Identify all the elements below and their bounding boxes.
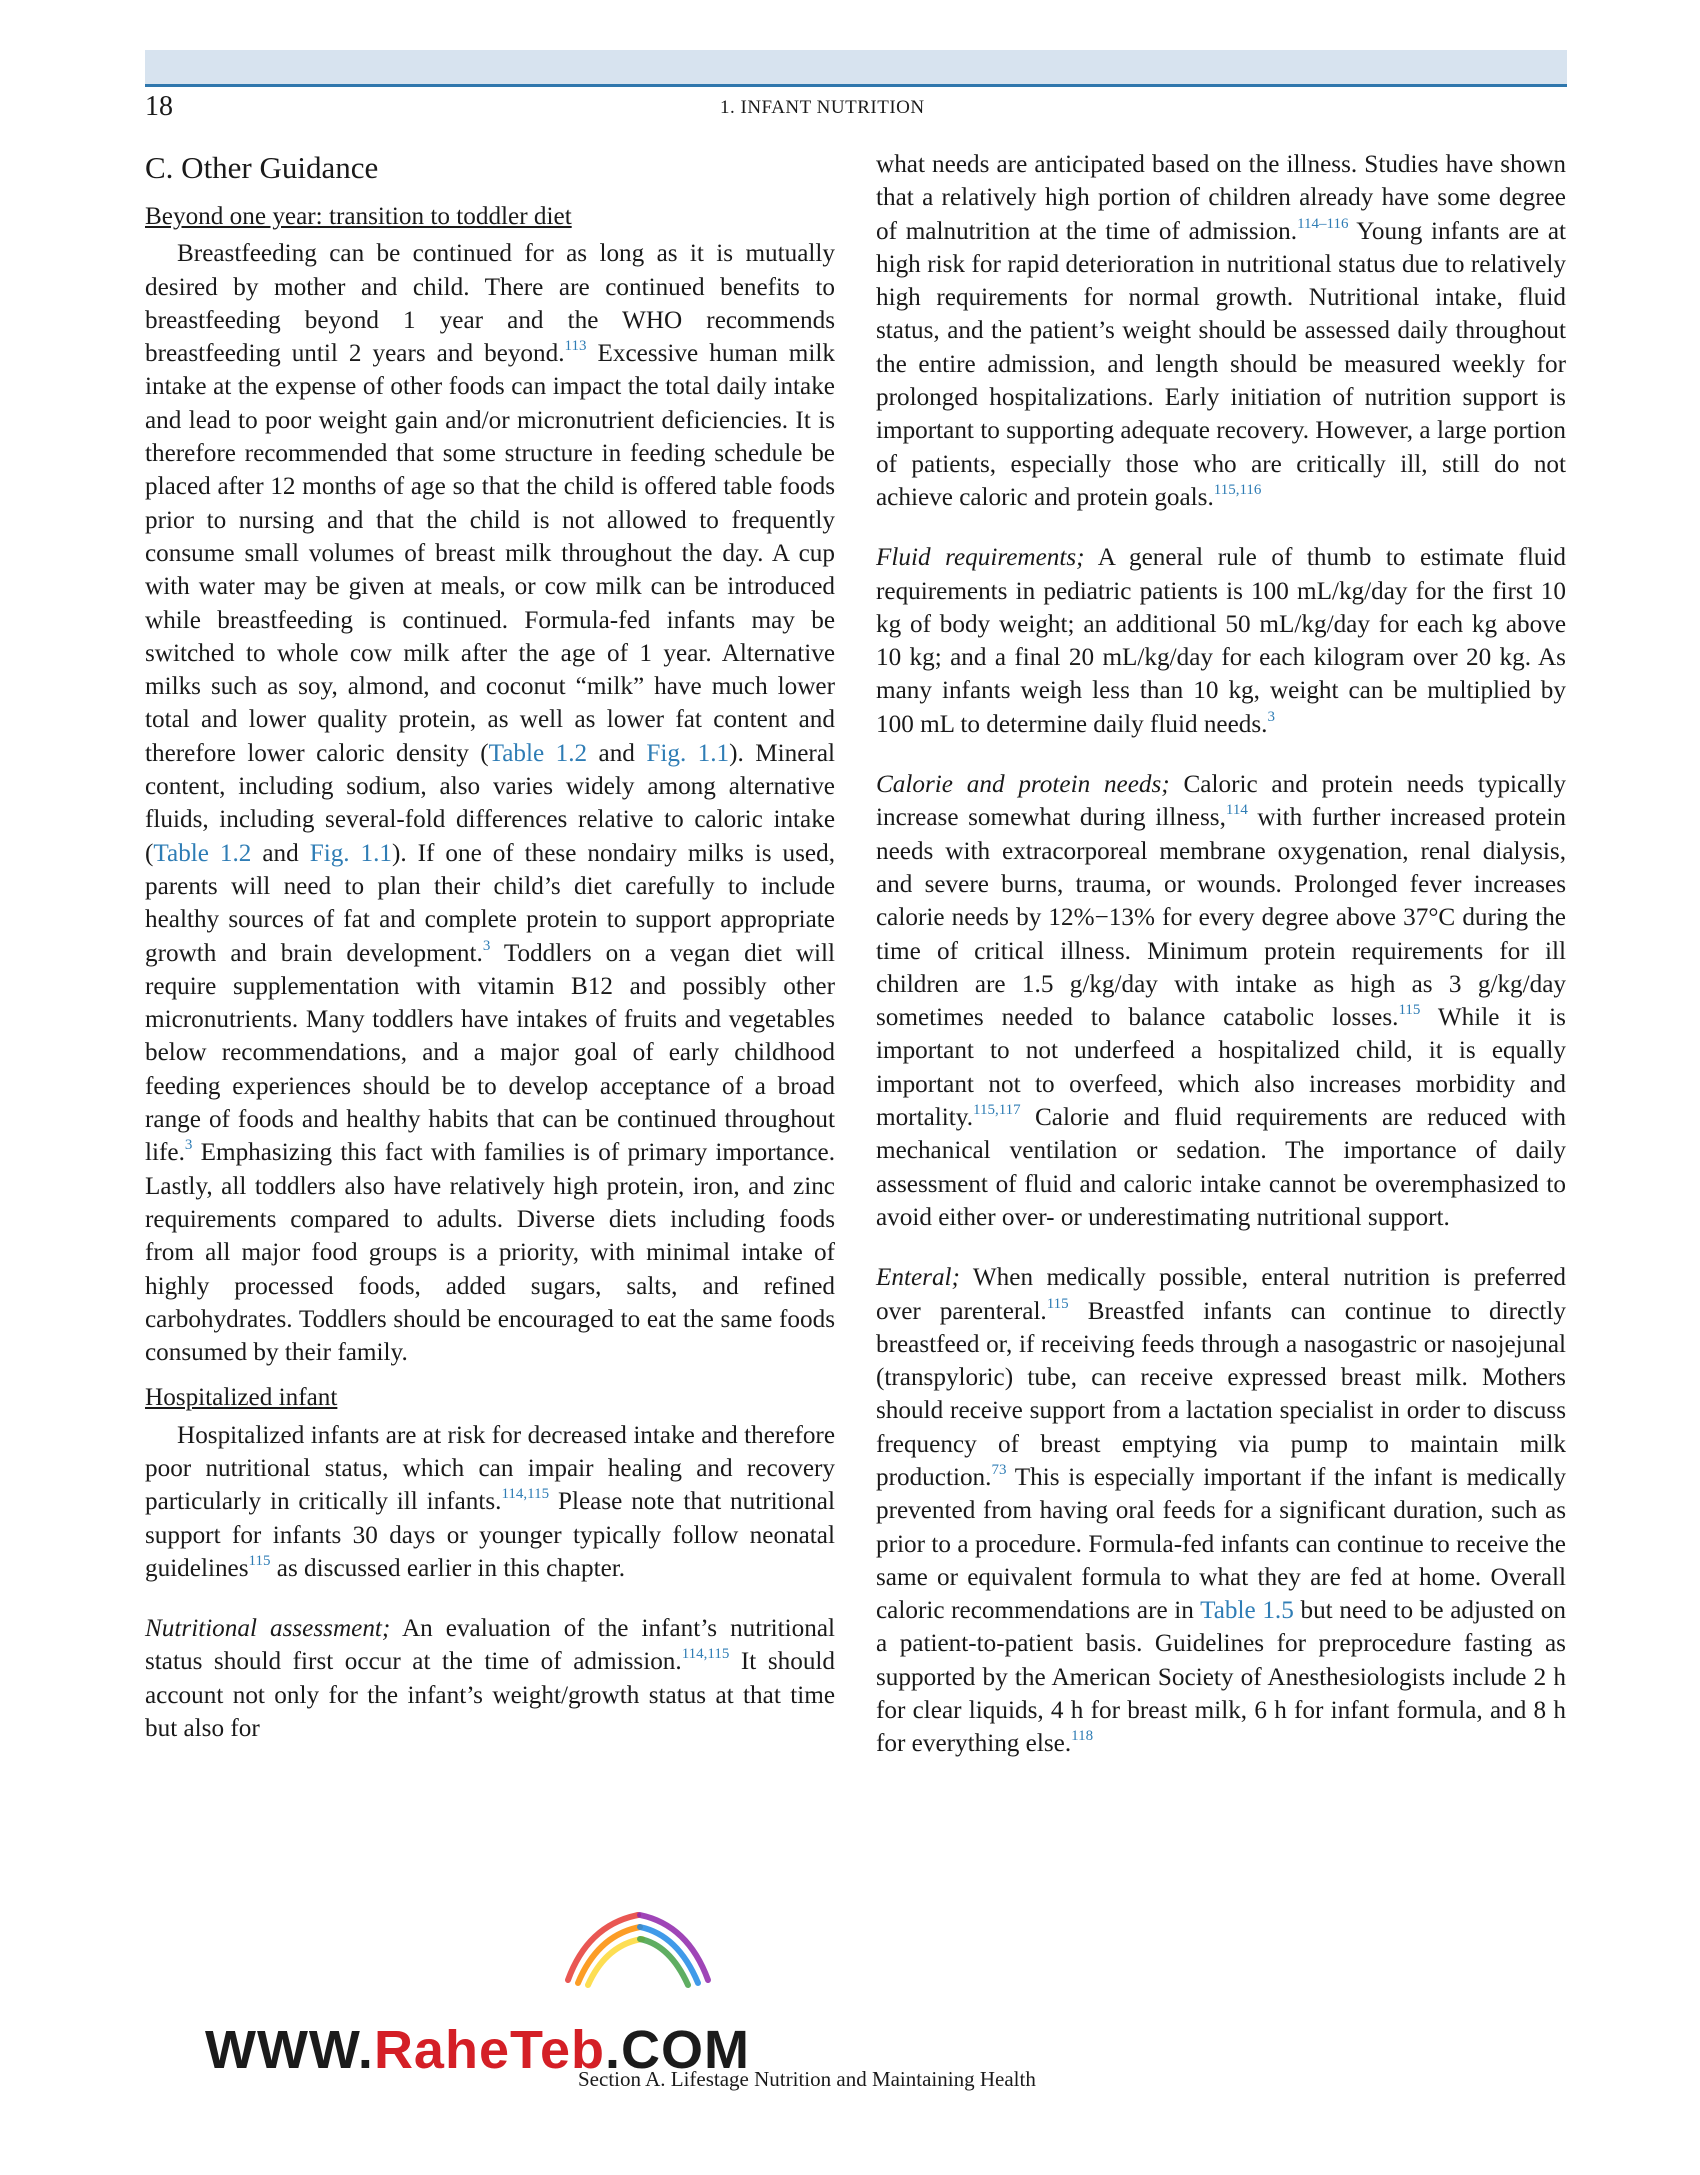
citation[interactable]: 114 (1225, 802, 1248, 819)
paragraph-assessment-continued: what needs are anticipated based on the illness. Studies have shown that a relatively high portion of children already have some degree of malnutrition at the time of admission.$^{114-116}$ Young infants are at high risk for rapid deterioration in nutritional status due to relatively high requirements for normal growth. Nutritional intake, fluid status, and the patient’s weight should be assessed daily throughout the entire admission, and length should be measured weekly for prolonged hospitalizations. Early initiation of nutrition support is important to supporting adequate recovery. However, a large portion of patients, especially those who are critically ill, still do not achieve caloric and protein goals.$^{115,116}$ (876, 151, 1566, 511)
citation[interactable]: 3 (1267, 708, 1275, 725)
paragraph-lead: Nutritional assessment; (145, 1615, 391, 1643)
header-bar (145, 50, 1567, 87)
paragraph-enteral: Enteral; When medically possible, enteral nutrition is preferred over parenteral.$^{115}$ Breastfed infants can continue to directly breastfeed or, if receiving feeds through a nasogastric or nasojejunal (transpyloric) tube, can receive expressed breast milk. Mothers should receive support from a lactation specialist in order to discuss frequency of breast emptying via pump to maintain milk production.$^{73}$ This is especially important if the infant is medically prevented from having oral feeds for a significant duration, such as prior to a procedure. Formula-fed infants can continue to receive the same or equivalent formula to what they are fed at home. Overall caloric recommendations are in Table 1.5 but need to be adjusted on a patient-to-patient basis. Guidelines for preprocedure fasting as supported by the American Society of Anesthesiologists include 2 h for clear liquids, 4 h for breast milk, 6 h for infant formula, and 8 h for everything else.$^{118}$ (876, 1264, 1566, 1758)
link-table-1-2[interactable]: Table 1.2 (488, 739, 588, 767)
citation[interactable]: 115 (1046, 1295, 1069, 1312)
paragraph-nutritional-assessment: Nutritional assessment; An evaluation of the infant’s nutritional status should first occur at the time of admission.$^{114,115}$ It should account not only for the infant’s weight/growth status at that time but also for (145, 1615, 836, 1743)
paragraph-hospitalized-infant: Hospitalized infants are at risk for decreased intake and therefore poor nutritional status, which can impair healing and recovery particularly in critically ill infants.$^{114,115}$ Please note that nutritional support for infants 30 days or younger typically follow neonatal guidelines$^{115}$ as discussed earlier in this chapter. (145, 1421, 835, 1582)
citation[interactable]: 114,115 (501, 1486, 550, 1503)
citation[interactable]: 115 (1398, 1002, 1421, 1019)
citation[interactable]: 73 (991, 1461, 1007, 1478)
paragraph-lead: Calorie and protein needs; (876, 771, 1170, 799)
citation[interactable]: 115,117 (973, 1102, 1021, 1119)
running-head: 1. INFANT NUTRITION (720, 97, 925, 118)
watermark: WWW.RaheTeb.COM (205, 2020, 750, 2080)
paragraph-calorie-protein: Calorie and protein needs; Caloric and protein needs typically increase somewhat during illness,$^{114}$ with further increased protein needs with extracorporeal membrane oxygenation, renal dialysis, and severe burns, trauma, or wounds. Prolonged fever increases calorie needs by 12%−13% for every degree above 37°C during the time of critical illness. Minimum protein requirements for ill children are 1.5 g/kg/day with intake as high as 3 g/kg/day sometimes needed to balance catabolic losses.$^{115}$ While it is important to not underfeed a hospitalized child, it is equally important not to overfeed, which also increases morbidity and mortality.$^{115,117}$ Calorie and fluid requirements are reduced with mechanical ventilation or sedation. The importance of daily assessment of fluid and caloric intake cannot be overemphasized to avoid either over- or underestimating nutritional support. (876, 771, 1567, 1231)
citation[interactable]: 3 (482, 937, 491, 954)
page-number: 18 (145, 91, 173, 122)
page-footer: Section A. Lifestage Nutrition and Maintaining Health (578, 2067, 1036, 2091)
citation[interactable]: 114,115 (681, 1646, 730, 1663)
right-column (876, 148, 1566, 1761)
paragraph-fluid-requirements: Fluid requirements; A general rule of thumb to estimate fluid requirements in pediatric patients is 100 mL/kg/day for the first 10 kg of body weight; an additional 50 mL/kg/day for each kg above 10 kg; and a final 20 mL/kg/day for each kilogram over 20 kg. As many infants weigh less than 10 kg, weight can be multiplied by 100 mL to determine daily fluid needs.$^3$ (876, 544, 1566, 738)
citation[interactable]: 114–116 (1297, 215, 1349, 232)
watermark-logo-icon (548, 1885, 728, 1995)
link-table-1-5[interactable]: Table 1.5 (1200, 1597, 1294, 1625)
left-column (145, 146, 835, 1745)
link-table-1-2[interactable]: Table 1.2 (153, 839, 252, 867)
citation[interactable]: 118 (1071, 1728, 1094, 1745)
paragraph-toddler-diet: Breastfeeding can be continued for as long as it is mutually desired by mother and child. There are continued benefits to breastfeeding beyond 1 year and the WHO recommends breastfeeding until 2 years and beyond.$^{113}$ Excessive human milk intake at the expense of other foods can impact the total daily intake and lead to poor weight gain and/or micronutrient deficiencies. It is therefore recommended that some structure in feeding schedule be placed after 12 months of age so that the child is offered table foods prior to nursing and that the child is not allowed to frequently consume small volumes of breast milk throughout the day. A cup with water may be given at meals, or cow milk can be introduced while breastfeeding is continued. Formula-fed infants may be switched to whole cow milk after the age of 1 year. Alternative milks such as soy, almond, and coconut “milk” have much lower total and lower quality protein, as well as lower fat content and therefore lower caloric density (Table 1.2 and Fig. 1.1). Mineral content, including sodium, also varies widely among alternative fluids, including several-fold differences relative to caloric intake (Table 1.2 and Fig. 1.1). If one of these nondairy milks is used, parents will need to plan their child’s diet carefully to include healthy sources of fat and complete protein to support appropriate growth and brain development.$^3$ Toddlers on a vegan diet will require supplementation with vitamin B12 and possibly other micronutrients. Many toddlers have intakes of fruits and vegetables below recommendations, and a major goal of early childhood feeding experiences should be to develop acceptance of a broad range of foods and healthy habits that can be continued throughout life.$^3$ Emphasizing this fact with families is of primary importance. Lastly, all toddlers also have relatively high protein, iron, and zinc requirements compared to adults. Diverse diets including foods from all major food groups is a priority, with minimal intake of highly processed foods, added sugars, salts, and refined carbohydrates. Toddlers should be encouraged to eat the same foods consumed by their family. (145, 240, 836, 1367)
subheading-hospitalized-infant: Hospitalized infant (145, 1384, 338, 1412)
subheading-toddler-diet: Beyond one year: transition to toddler diet (145, 203, 572, 230)
citation[interactable]: 113 (564, 338, 587, 355)
citation[interactable]: 115,116 (1213, 481, 1262, 498)
citation[interactable]: 3 (184, 1137, 193, 1154)
link-fig-1-1[interactable]: Fig. 1.1 (646, 739, 730, 767)
citation[interactable]: 115 (248, 1552, 271, 1569)
paragraph-lead: Fluid requirements; (876, 544, 1085, 572)
paragraph-lead: Enteral; (876, 1264, 960, 1292)
section-heading: C. Other Guidance (145, 150, 379, 185)
link-fig-1-1[interactable]: Fig. 1.1 (309, 839, 393, 867)
